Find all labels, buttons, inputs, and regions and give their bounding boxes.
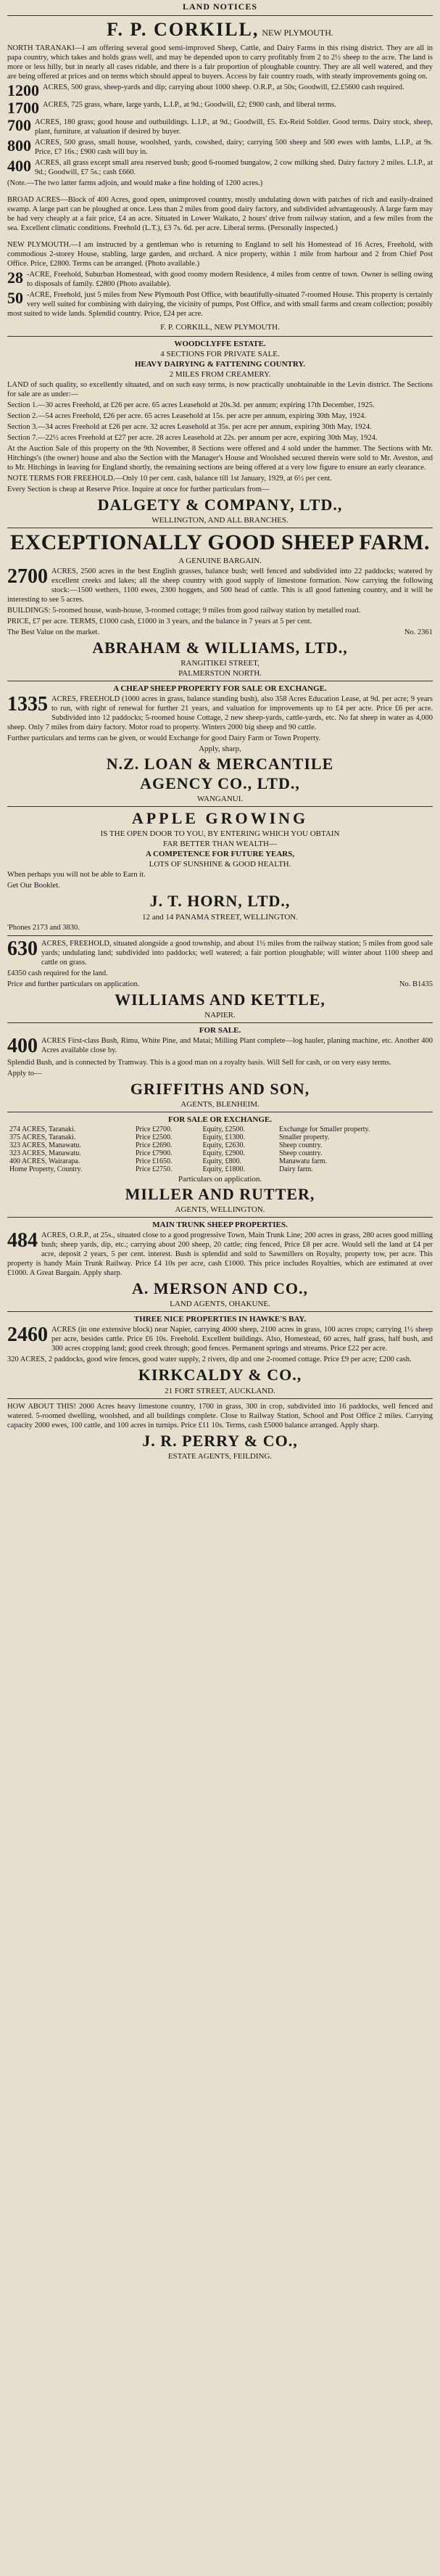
item-size: 1200 (7, 81, 39, 99)
item-text: ACRES, 2500 acres in the best English grasses, balance bush; well fenced and subdivided into 22 paddocks; watered by excellent creeks and lakes; all the sheep country with good supply of limestone formation. Now carrying the following stock:—1500 wethers, 1100 ewes, 2300 hoggets, and 500 head of cattle. This is all good fattening country, and it will be interesting to see 5 acres. (7, 567, 433, 604)
corkill-note: (Note.—The two latter farms adjoin, and would make a fine holding of 1200 acres.) (7, 179, 263, 187)
miller-apply: Particulars on application. (178, 1175, 262, 1184)
table-cell: 400 ACRES, Wairarapa. (9, 1157, 80, 1165)
item-size: 630 (7, 937, 38, 960)
woodclyffe-advert (7, 340, 433, 525)
item-size: 1335 (7, 692, 48, 715)
nz-loan-header: A CHEAP SHEEP PROPERTY FOR SALE OR EXCHANGE. (113, 684, 327, 693)
table-cell: Equity, £2630. (202, 1141, 245, 1149)
miller-advert (7, 1115, 433, 1214)
table-cell: 323 ACRES, Manawatu. (9, 1149, 81, 1157)
griffiths-town: AGENTS, BLENHEIM. (180, 1100, 260, 1109)
table-cell: Manawatu farm. (278, 1157, 328, 1165)
griffiths-more: Splendid Bush, and is connected by Tramway. This is a good man on a royalty basis. Will Sell for cash, or on very easy terms. (7, 1058, 391, 1067)
divider (7, 1311, 433, 1312)
sheep-farm-title: EXCEPTIONALLY GOOD SHEEP FARM. (10, 530, 430, 555)
item-text: ACRES First-class Bush, Rimu, White Pine, and Matai; Milling Plant complete—log hauler, planing machine, etc. Another 400 Acres available close by. (41, 1036, 433, 1054)
miller-agent: MILLER AND RUTTER, (125, 1185, 315, 1203)
table-cell: Equity, £1300. (202, 1133, 245, 1141)
item-size: 1700 (7, 99, 39, 117)
table-cell: Exchange for Smaller property. (278, 1125, 370, 1133)
woodclyffe-title: WOODCLYFFE ESTATE. (174, 340, 266, 348)
divider (7, 935, 433, 936)
perry-town: ESTATE AGENTS, FEILDING. (167, 1451, 273, 1461)
williams-particulars: Price and further particulars on application. (7, 980, 140, 988)
woodclyffe-section: Section 3.—34 acres Freehold at £26 per acre. 32 acres Leasehold at 35s. per acre per annum, expiring 30th May, 1924. (7, 423, 372, 431)
kirkcaldy-advert (7, 1315, 433, 1395)
apple-title: APPLE GROWING (131, 809, 309, 828)
kirkcaldy-more: 320 ACRES, 2 paddocks, good wire fences, good water supply, 2 rivers, dip and one 2-roomed cottage. Price £9 per acre; £200 cash. (7, 1355, 412, 1364)
divider (7, 336, 433, 337)
griffiths-apply: Apply to— (7, 1069, 42, 1078)
williams-cash: £4350 cash required for the land. (7, 969, 108, 977)
table-cell: Price £2690. (135, 1141, 173, 1149)
merson-advert (7, 1221, 433, 1308)
item-size: 700 (7, 116, 31, 134)
item-text: -ACRE, Freehold, just 5 miles from New Plymouth Post Office, with beautifully-situated 7-roomed House. This property is certainly very well suited for combining with dairying, the vicinity of pumps, Post Office, and with small farms and cream collection; possibly most suited to wide lands. Splendid country. Price, £24 per acre. (7, 291, 433, 318)
kirkcaldy-header: THREE NICE PROPERTIES IN HAWKE'S BAY. (133, 1315, 307, 1324)
williams-no: No. B1435 (399, 980, 433, 988)
item-size: 50 (7, 289, 23, 307)
table-cell: Dairy farm. (278, 1165, 313, 1173)
woodclyffe-section: Section 1.—30 acres Freehold, at £26 per acre. 65 acres Leasehold at 20s.3d. per annum; expiring 17th December, 1925. (7, 401, 375, 409)
table-cell: Price £2500. (135, 1133, 173, 1141)
table-cell: 375 ACRES, Taranaki. (9, 1133, 76, 1141)
item-text: ACRES, FREEHOLD (1000 acres in grass, balance standing bush), also 358 Acres Education Lease, at 9d. per acre; 9 years to run, with right of renewal for further 21 years, and valuation for improvements up to £4 per acre. Price £6 per acre. Subdivided into 12 paddocks; 5-roomed house Cottage, 2 new sheep-yards, cattle-yards, etc. No fat sheep in water as 4,000 sheep. Only 7 miles from dairy factory. Motor road to property. Winters 2000 big sheep and 90 cattle. (7, 694, 433, 731)
griffiths-agent: GRIFFITHS AND SON, (130, 1079, 310, 1098)
item-text: ACRES (in one extensive block) near Napier, carrying 4000 sheep, 2100 acres in grass, 100 acres crops; carrying 1½ sheep per acre, besides cattle. Price £6 10s. Freehold. Excellent buildings. Also, Homestead, 60 acres, half grass, half bush, and 300 acres cropping land; good creek through; good fences. Permanent springs and streams. Price £22 per acre. (51, 1326, 433, 1353)
horn-agent: J. T. HORN, LTD., (149, 892, 291, 911)
nz-loan-agent: AGENCY CO., LTD., (140, 774, 300, 793)
table-cell: Equity, £2900. (202, 1149, 245, 1157)
item-text: ACRES, 500 grass, sheep-yards and dip; carrying about 1000 sheep. O.R.P., at 50s; Goodwill, £2.£5600 cash required. (43, 83, 404, 91)
kirkcaldy-agent: KIRKCALDY & CO., (138, 1366, 302, 1385)
nz-loan-town: WANGANUI. (196, 795, 244, 804)
table-cell: Equity, £2500. (202, 1125, 245, 1133)
merson-header: MAIN TRUNK SHEEP PROPERTIES. (152, 1221, 288, 1230)
woodclyffe-booklet: Every Section is cheap at Reserve Price. Inquire at once for further particulars from— (7, 485, 270, 493)
miller-town: AGENTS, WELLINGTON. (175, 1205, 265, 1215)
dalgety-location: WELLINGTON, AND ALL BRANCHES. (151, 516, 289, 525)
woodclyffe-auction: At the Auction Sale of this property on the 9th November, 8 Sections were offered and 4 sold under the hammer. The Sections with Mr. Hitchings's (the owner) house and also the Section with the Manager's House and Woolshed secured therein were sold to Mr. Aveston, and to Mr. Hitchings in leaving for England shortly, the remaining sections are being offered at a very low figure to ensure an early clearance. (7, 445, 433, 472)
item-text: ACRES, O.R.P., at 25s., situated close to a good progressive Town, Main Trunk Line; 200 acres in grass, 280 acres good milling bush; sheep yards, dip, etc.; carrying about 200 sheep, 20 cattle; ring fenced, Price £8 per acre. Would sell the land at £4 per acre, deposit 2 years, 5 per cent. interest. Bush is splendid and sold to Sawmillers on Royalty, property tow, per acre. This property is handy Main Trunk Railway. Price £4 10s per acre, cash £1000. This price includes Royalties, which are estimated at over £1000. A Great Bargain. Apply sharp. (7, 1231, 433, 1278)
apple-line: FAR BETTER THAN WEALTH— (163, 840, 277, 849)
woodclyffe-terms: NOTE TERMS FOR FREEHOLD.—Only 10 per cent. cash, balance till 1st January, 1929, at 6½ per cent. (7, 475, 332, 483)
apple-line: Get Our Booklet. (7, 882, 60, 890)
abraham-street: RANGITIKEI STREET, (180, 658, 260, 668)
item-text: ACRES, 500 grass, small house, woolshed, yards, cowshed, dairy; carrying 500 sheep and 500 ewes with lambs, L.I.P., at 9s. Price, £7 16s.; £900 cash will buy in. (35, 139, 433, 156)
perry-advert (7, 1402, 433, 1461)
williams-agent: WILLIAMS AND KETTLE, (115, 990, 325, 1009)
corkill-intro: NORTH TARANAKI—I am offering several good semi-improved Sheep, Cattle, and Dairy Farms in this rising district. They are all in papa country, which takes and holds grass well, and may be depended upon to carry profitably from 2 to 2½ sheep to the acre. The land is more or less hilly, but in nearly all cases ridable, and there is a fair proportion of ploughable country. They are all well watered, and they are being offered at prices and on terms which should appeal to buyers. Access by fair country roads, with steady improvements going on. (7, 44, 433, 81)
apple-advert (7, 810, 433, 932)
item-text: ACRES, all grass except small area reserved bush; good 6-roomed bungalow, 2 cow milking shed. Dairy factory 2 miles. L.I.P., at 9d.; Goodwill, £7 5s.; cash £660. (35, 159, 433, 176)
corkill-name: F. P. CORKILL, (107, 19, 260, 40)
table-cell: Price £7900. (135, 1149, 173, 1157)
woodclyffe-line: 4 SECTIONS FOR PRIVATE SALE. (160, 350, 280, 358)
horn-address: 12 and 14 PANAMA STREET, WELLINGTON. (141, 912, 298, 922)
item-size: 28 (7, 268, 23, 287)
table-row (7, 1165, 433, 1173)
table-cell: 274 ACRES, Taranaki. (9, 1125, 76, 1133)
item-text: ACRES, FREEHOLD, situated alongside a good township, and about 1½ miles from the railway station; 5 miles from good sale yards; undulating land; subdivided into paddocks; well watered; a fair portion ploughable; will winter about 1100 sheep and cattle on grass. (41, 939, 433, 967)
nz-loan-apply: Apply, sharp, (199, 744, 241, 753)
item-size: 400 (7, 157, 31, 175)
divider (7, 15, 433, 16)
table-cell: Equity, £1800. (202, 1165, 245, 1173)
woodclyffe-section: Section 7.—22½ acres Freehold at £27 per acre. 28 acres Leasehold at 22s. per annum per acre, expiring 30th May, 1924. (7, 434, 378, 442)
table-row (7, 1125, 433, 1133)
table-row (7, 1149, 433, 1157)
sheep-farm-best: The Best Value on the market. (7, 628, 99, 636)
woodclyffe-section: Section 2.—54 acres Freehold, £26 per acre. 65 acres Leasehold at 15s. per acre per annum, expiring 30th May, 1924. (7, 412, 366, 420)
williams-advert (7, 939, 433, 1020)
item-text: ACRES, 725 grass, whare, large yards, L.I.P., at 9d.; Goodwill, £2; £900 cash, and liberal terms. (43, 101, 336, 109)
woodclyffe-line: 2 MILES FROM CREAMERY. (169, 370, 271, 379)
apple-line: When perhaps you will not be able to Earn it. (7, 871, 146, 879)
corkill-advert (7, 19, 433, 332)
miller-table (7, 1125, 433, 1173)
item-size: 400 (7, 1034, 38, 1057)
table-row (7, 1157, 433, 1165)
nz-loan-agent: N.Z. LOAN & MERCANTILE (106, 754, 334, 773)
miller-header: FOR SALE OR EXCHANGE. (167, 1115, 273, 1124)
woodclyffe-line: HEAVY DAIRYING & FATTENING COUNTRY. (134, 360, 306, 369)
section-heading: LAND NOTICES (182, 1, 258, 12)
table-row (7, 1141, 433, 1149)
abraham-agent: ABRAHAM & WILLIAMS, LTD., (92, 638, 348, 657)
abraham-town: PALMERSTON NORTH. (178, 668, 262, 678)
apple-line: LOTS OF SUNSHINE & GOOD HEALTH. (149, 860, 291, 869)
item-size: 484 (7, 1229, 38, 1252)
nz-loan-advert (7, 684, 433, 803)
divider (7, 806, 433, 807)
dalgety-agent: DALGETY & COMPANY, LTD., (97, 496, 343, 514)
apple-line: A COMPETENCE FOR FUTURE YEARS, (145, 850, 295, 859)
corkill-signature: F. P. CORKILL, NEW PLYMOUTH. (160, 323, 280, 332)
item-text: ACRES, 180 grass; good house and outbuildings. L.I.P., at 9d.; Goodwill, £5. Ex-Reid Soldier. Good terms. Dairy stock, sheep, plant, furniture, at valuation if desired by buyer. (35, 118, 433, 136)
corkill-header (7, 19, 433, 41)
corkill-new-plymouth: NEW PLYMOUTH.—I am instructed by a gentleman who is returning to England to sell his Homestead of 16 Acres, Freehold, with commodious 2-storey House, stabling, large garden, and orchard. A nice property, within 1 mile from harbour and 2 from Chief Post Office. Price, £2800. Terms can be arranged. (Photo available.) (7, 241, 433, 268)
merson-agent: A. MERSON AND CO., (132, 1279, 308, 1298)
williams-town: NAPIER. (204, 1010, 236, 1020)
item-text: -ACRE, Freehold, Suburban Homestead, with good roomy modern Residence, 4 miles from centre of town. Owner is selling owing to disposals of family. £2800 (Photo available). (27, 271, 433, 288)
table-cell: Sheep country. (278, 1141, 323, 1149)
table-cell: Price £1650. (135, 1157, 173, 1165)
table-cell: Price £2750. (135, 1165, 173, 1173)
table-cell: Sheep country. (278, 1149, 323, 1157)
item-size: 800 (7, 136, 31, 155)
horn-phones: 'Phones 2173 and 3830. (7, 923, 80, 932)
sheep-farm-no: No. 2361 (404, 628, 433, 636)
woodclyffe-body: LAND of such quality, so excellently situated, and on such easy terms, is now practically unobtainable in the Levin district. The Sections for sale are as under:— (7, 381, 433, 398)
table-row (7, 1133, 433, 1141)
divider (7, 1398, 433, 1399)
sheep-farm-buildings: BUILDINGS: 5-roomed house, wash-house, 3-roomed cottage; 9 miles from good railway station by metalled road. (7, 606, 361, 615)
merson-town: LAND AGENTS, OHAKUNE. (170, 1300, 270, 1309)
sheep-farm-sub: A GENUINE BARGAIN. (178, 556, 262, 565)
corkill-broad-acres: BROAD ACRES—Block of 400 Acres, good open, unimproved country, mostly undulating down with patches of rich and easily-drained swamp. A large part can be ploughed at once. Less than 2 miles from good dairy factory, and subdivided advantageously. A large farm may be had very cheaply at a fair price, £4 an acre. Situated in Lower Waikato, 2 hours' drive from railway station, and a few miles from the sea. Excellent climatic conditions. Freehold (L.T.), £3 7s. 6d. per acre. Liberal terms. (Personally inspected.) (7, 196, 433, 232)
table-cell: Price £2700. (135, 1125, 173, 1133)
table-cell: 323 ACRES, Manawatu. (9, 1141, 81, 1149)
griffiths-advert (7, 1026, 433, 1109)
divider (7, 1217, 433, 1218)
sheep-farm-advert (7, 531, 433, 678)
kirkcaldy-address: 21 FORT STREET, AUCKLAND. (165, 1386, 275, 1395)
griffiths-header: FOR SALE. (199, 1025, 241, 1035)
nz-loan-terms: Further particulars and terms can be given, or would Exchange for good Dairy Farm or Town Property. (7, 734, 321, 742)
table-cell: Home Property, Country. (9, 1165, 83, 1173)
item-size: 2460 (7, 1324, 48, 1347)
table-cell: Equity, £800. (202, 1157, 241, 1165)
perry-agent: J. R. PERRY & CO., (142, 1431, 298, 1450)
divider (7, 1022, 433, 1023)
apple-line: IS THE OPEN DOOR TO YOU, BY ENTERING WHICH YOU OBTAIN (100, 829, 340, 839)
table-cell: Smaller property. (278, 1133, 330, 1141)
perry-text: HOW ABOUT THIS! 2000 Acres heavy limestone country, 1700 in grass, 300 in crop, subdivided into 16 paddocks, well fenced and watered. 5-roomed dwelling, woolshed, and all buildings complete. Close to Railway Station, School and Post Office 2 miles. Carrying capacity 2000 ewes, 100 cattle, and 100 acres in turnips. Price £11 10s. Terms, cash £5000 balance arranged. Apply sharp. (7, 1402, 433, 1429)
item-size: 2700 (7, 565, 48, 588)
sheep-farm-price: PRICE, £7 per acre. TERMS, £1000 cash, £1000 in 3 years, and the balance in 7 years at 5 per cent. (7, 617, 312, 625)
corkill-location: NEW PLYMOUTH. (262, 28, 333, 38)
